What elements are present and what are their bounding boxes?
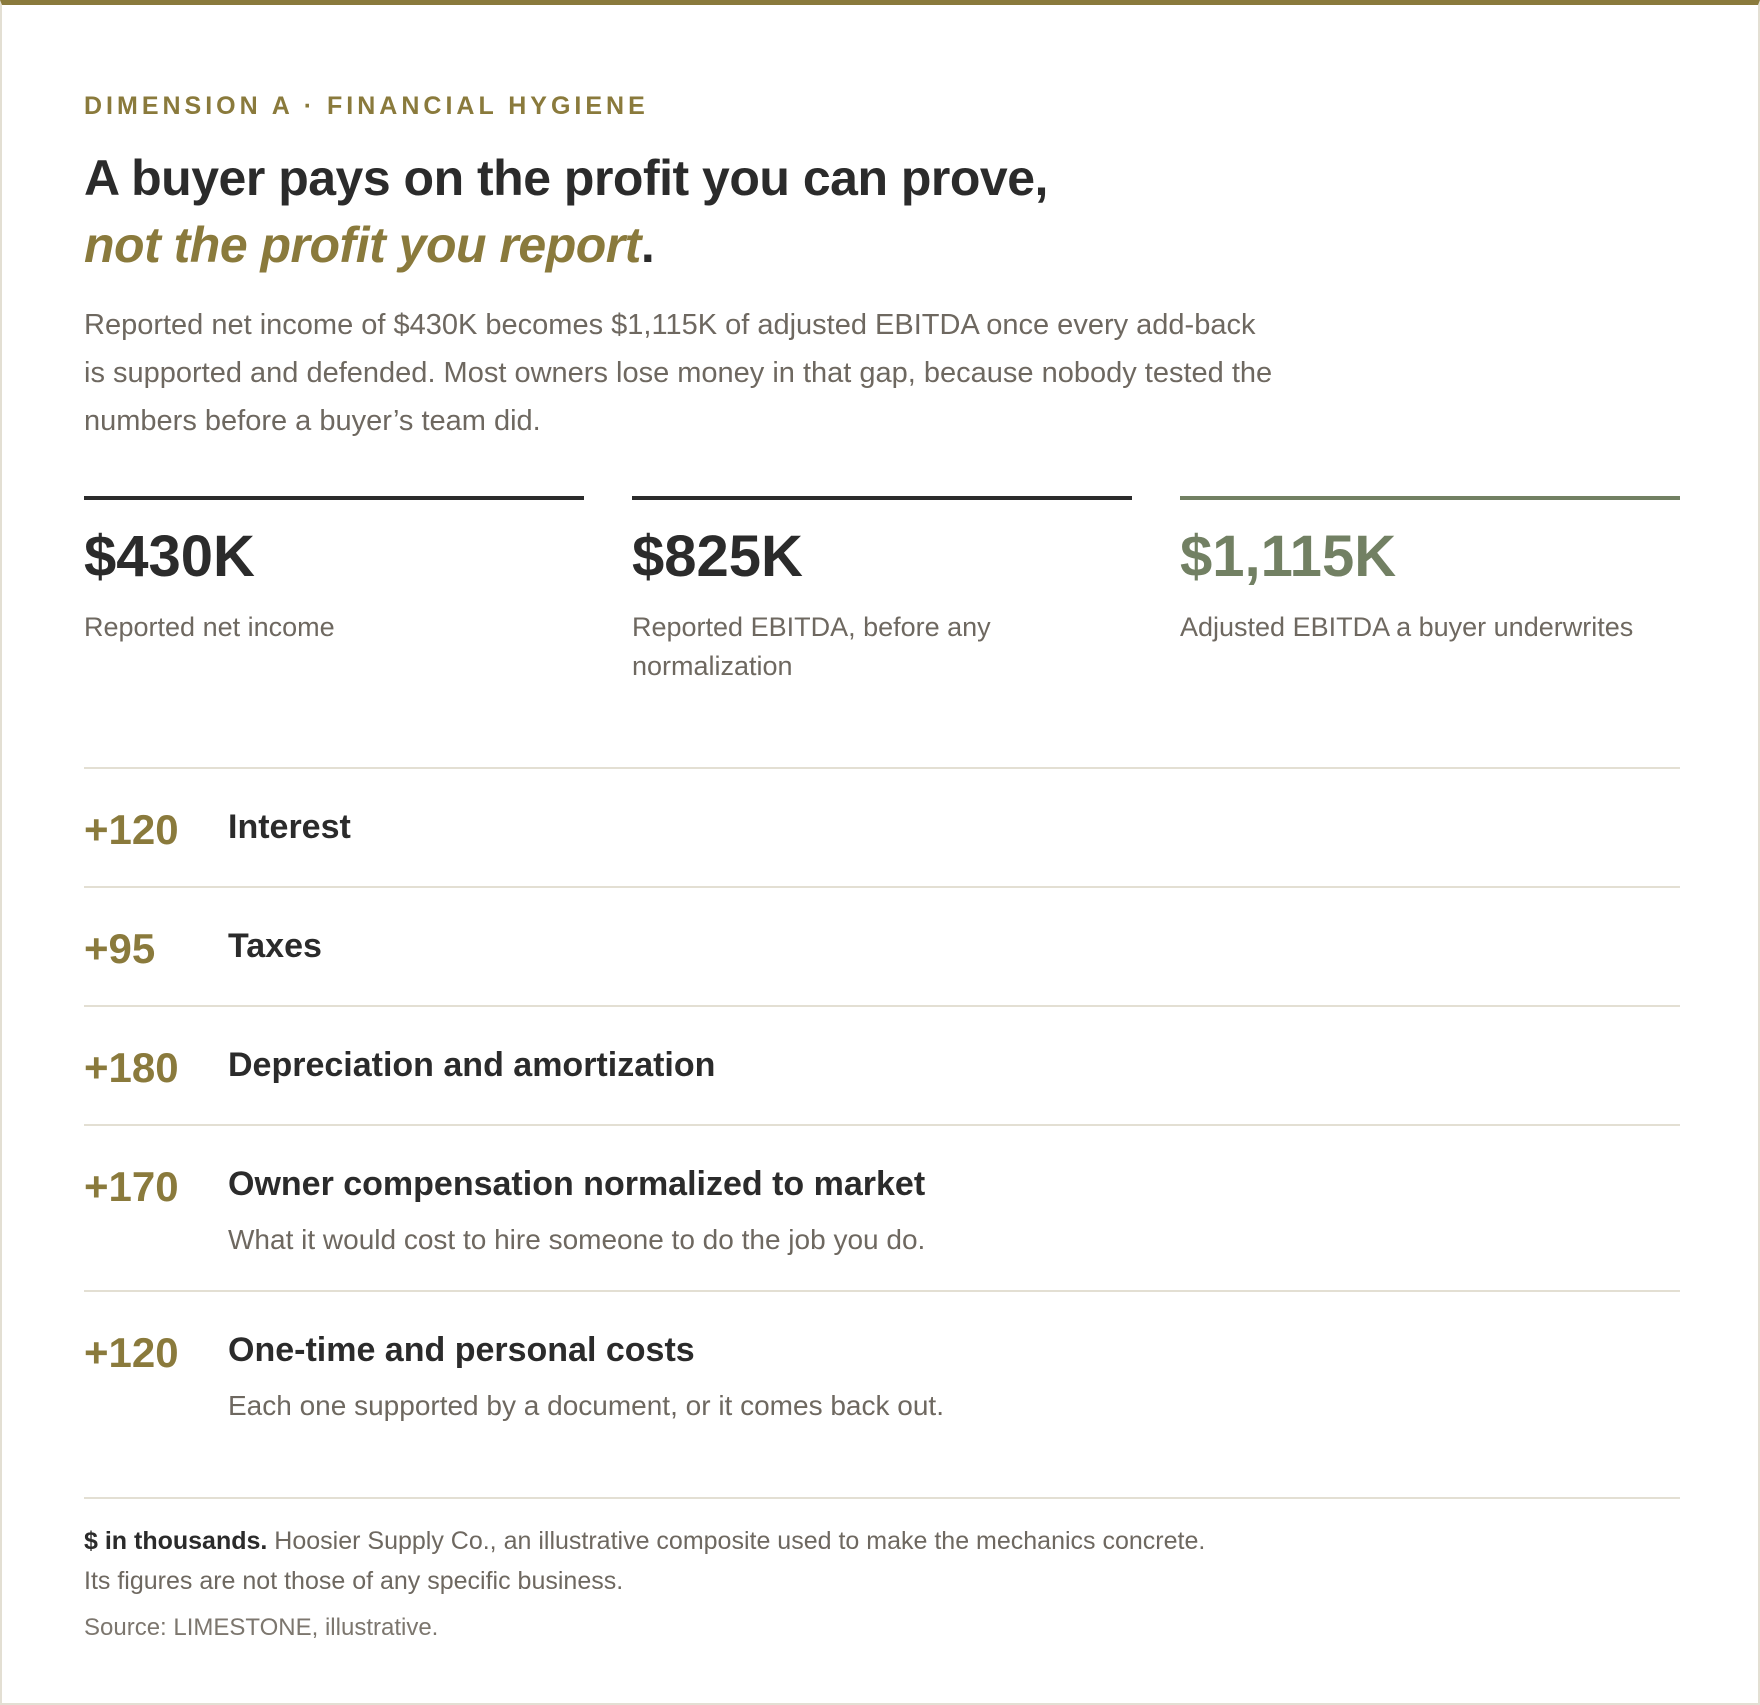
stats-row [84, 496, 1680, 696]
addback-value: +170 [84, 1163, 179, 1210]
addback-row-one-time-costs [84, 1292, 1680, 1458]
addback-title: One-time and personal costs [228, 1331, 695, 1369]
addback-value: +120 [84, 1329, 179, 1376]
stat-adjusted-ebitda [1180, 496, 1680, 647]
footnote-line-1 [84, 1521, 1680, 1561]
stat-value: $1,115K [1180, 524, 1397, 589]
source-line: Source: LIMESTONE, illustrative. [84, 1614, 439, 1641]
addback-title: Interest [228, 808, 351, 846]
addback-row-owner-compensation [84, 1126, 1680, 1292]
stat-reported-net-income [84, 496, 584, 647]
stat-value: $430K [84, 524, 255, 589]
stat-label: Reported EBITDA, before any normalization [632, 612, 991, 681]
addback-row-interest [84, 769, 1680, 888]
eyebrow-label: DIMENSION A · FINANCIAL HYGIENE [84, 92, 649, 120]
addback-value: +120 [84, 806, 179, 853]
footnote [84, 1521, 1680, 1601]
stat-label: Reported net income [84, 612, 335, 642]
addback-subtitle: What it would cost to hire someone to do the job you do. [228, 1224, 926, 1255]
footnote-text: Hoosier Supply Co., an illustrative composite used to make the mechanics concrete. [267, 1527, 1206, 1555]
addback-value: +180 [84, 1044, 179, 1091]
headline [84, 145, 1676, 279]
stat-label: Adjusted EBITDA a buyer underwrites [1180, 612, 1634, 642]
addback-value: +95 [84, 925, 156, 972]
stat-reported-ebitda [632, 496, 1132, 686]
stat-value: $825K [632, 524, 803, 589]
addback-row-taxes [84, 888, 1680, 1007]
headline-line-1: A buyer pays on the profit you can prove, [84, 150, 1048, 206]
addback-row-depreciation [84, 1007, 1680, 1126]
addback-list [84, 767, 1680, 1458]
headline-line-2 [84, 212, 1676, 279]
addback-title: Owner compensation normalized to market [228, 1165, 926, 1203]
addback-title: Taxes [228, 927, 322, 965]
addback-title: Depreciation and amortization [228, 1046, 716, 1084]
lede-paragraph: Reported net income of $430K becomes $1,115K of adjusted EBITDA once every add-back is supported and defended. Most owners lose money in that gap, because nobody tested the numbers before a buyer’s team did. [84, 309, 1273, 437]
footnote-units: $ in thousands. [84, 1527, 268, 1555]
footnote-block [84, 1497, 1680, 1645]
addback-subtitle: Each one supported by a document, or it comes back out. [228, 1390, 944, 1421]
footnote-line-2: Its figures are not those of any specific business. [84, 1567, 624, 1595]
headline-period: . [640, 217, 655, 273]
headline-accent: not the profit you report [84, 217, 641, 273]
